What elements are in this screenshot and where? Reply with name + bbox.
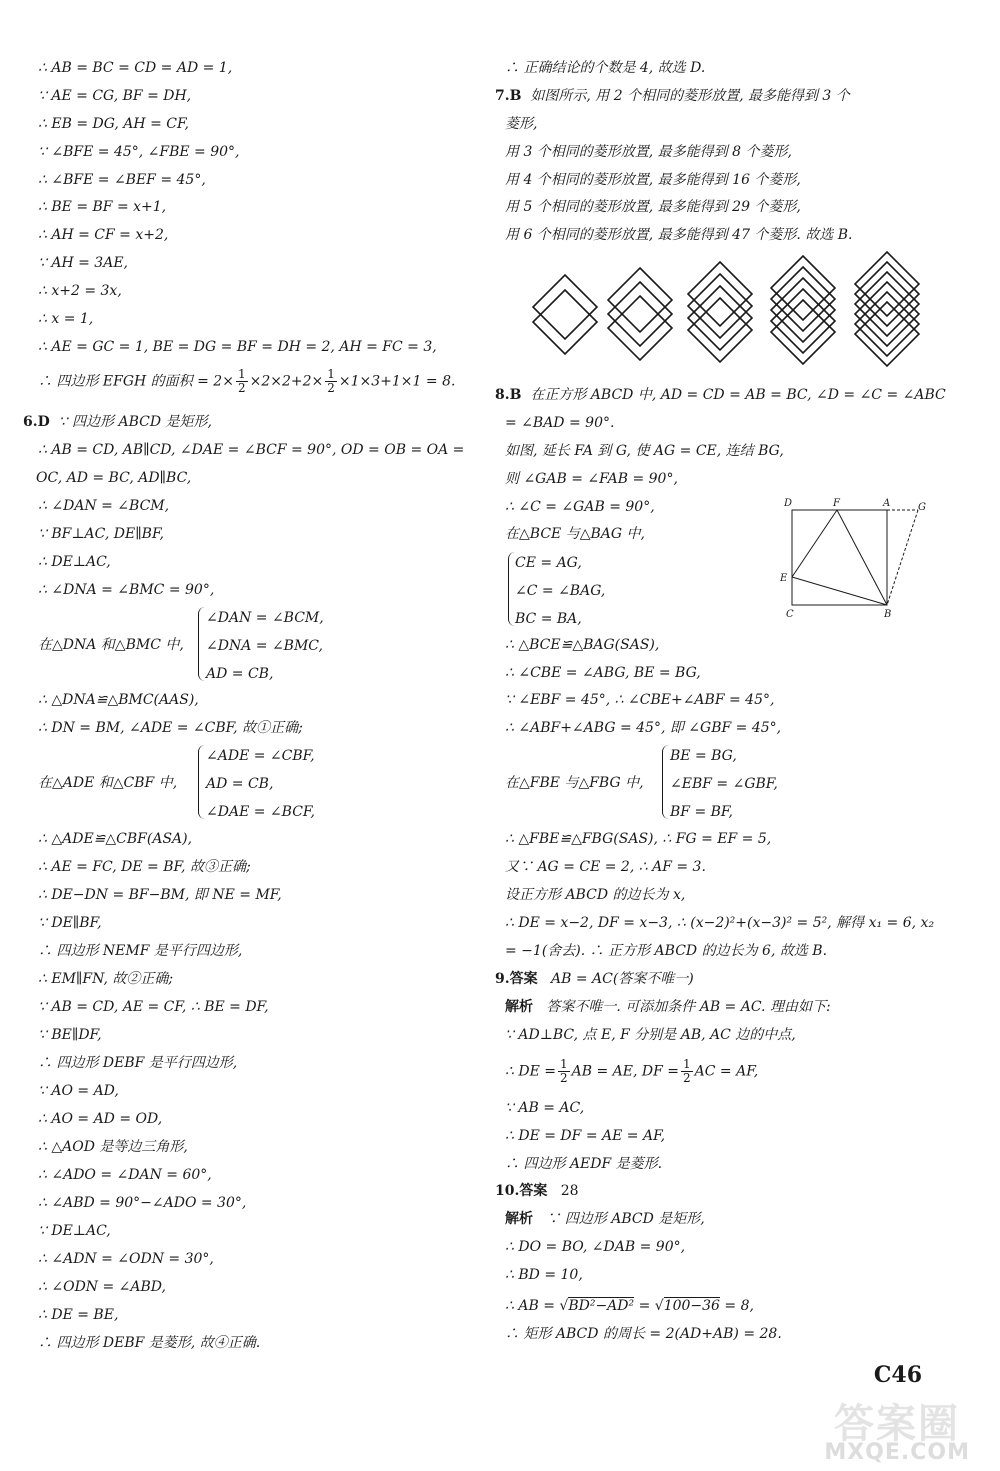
rhombus-group-6 <box>855 252 919 366</box>
text-line: 在△BCE 与△BAG 中, <box>505 526 645 542</box>
text-line: 用 6 个相同的菱形放置, 最多能得到 47 个菱形. 故选 B. <box>505 227 853 243</box>
left-brace <box>198 607 205 681</box>
text-line: 在△DNA 和△BMC 中, <box>38 637 184 653</box>
text-line: ∴ AE = FC, DE = BF, 故③正确; <box>38 859 251 875</box>
text-line: ∴ ∠ADO = ∠DAN = 60°, <box>38 1167 212 1183</box>
text-line: ∴ DO = BO, ∠DAB = 90°, <box>505 1239 686 1255</box>
text-segment: ∴ 四边形 EFGH 的面积 = 2× <box>38 373 234 390</box>
rhombus-group-5 <box>771 256 835 364</box>
text-line: ∴ x+2 = 3x, <box>38 283 122 299</box>
segment-fe <box>792 510 837 577</box>
answer-text: 28 <box>560 1183 579 1199</box>
text-line: = −1(舍去). ∴ 正方形 ABCD 的边长为 6, 故选 B. <box>505 943 828 959</box>
text-line: 在△ADE 和△CBF 中, <box>38 775 178 791</box>
text-segment: 答案不唯一. 可添加条件 AB = AC. 理由如下: <box>546 999 831 1015</box>
text-segment: ×2×2+2× <box>249 373 324 390</box>
question-8-line <box>495 385 946 405</box>
text-line: ∴ △FBE≌△FBG(SAS), ∴ FG = EF = 5, <box>505 831 772 847</box>
equation-system <box>206 742 315 826</box>
system-row: BE = BG, <box>670 748 737 764</box>
text-line: ∴ 四边形 NEMF 是平行四边形, <box>38 943 243 959</box>
left-brace <box>508 552 515 626</box>
text-line: ∴ DE = x−2, DF = x−3, ∴ (x−2)²+(x−3)² = 5², 解得 x₁ = 6, x₂ <box>505 915 935 931</box>
fraction-half: $\frac{1}{2}$ <box>237 367 246 395</box>
text-line: ∴ x = 1, <box>38 311 94 327</box>
question-10-answer <box>495 1181 579 1201</box>
label-g: G <box>918 502 926 513</box>
text-line: ∴ AB = CD, AB∥CD, ∠DAE = ∠BCF = 90°, OD = OB = OA = <box>38 442 465 458</box>
text-line: 菱形, <box>505 116 538 132</box>
system-row: AD = CB, <box>206 666 274 682</box>
equation-system <box>670 742 778 826</box>
text-line: ∴ △AOD 是等边三角形, <box>38 1139 188 1155</box>
text-line: ∴ AH = CF = x+2, <box>38 227 169 243</box>
text-line: ∴ 正确结论的个数是 4, 故选 D. <box>505 60 706 76</box>
system-row: ∠ADE = ∠CBF, <box>206 748 315 764</box>
text-segment: = <box>638 1298 651 1314</box>
question-10-analysis <box>505 1209 705 1229</box>
system-row: BF = BF, <box>670 804 733 820</box>
text-line: ∴ DE = DF = AE = AF, <box>505 1128 666 1144</box>
text-line: ∵ AB = CD, AE = CF, ∴ BE = DF, <box>38 999 269 1015</box>
system-row: ∠C = ∠BAG, <box>515 583 606 599</box>
text-line: ∴ 四边形 DEBF 是平行四边形, <box>38 1055 238 1071</box>
text-line: ∵ ∠BFE = 45°, ∠FBE = 90°, <box>38 144 240 160</box>
question-number: 7.B <box>495 88 522 104</box>
label-d: D <box>784 498 793 509</box>
sqrt-symbol: √ <box>559 1298 569 1314</box>
question-6-line <box>23 412 212 432</box>
text-segment: AC = AF, <box>694 1063 759 1080</box>
text-line: ∵ AD⊥BC, 点 E, F 分别是 AB, AC 边的中点, <box>505 1027 796 1043</box>
text-line: ∵ BF⊥AC, DE∥BF, <box>38 526 164 542</box>
analysis-label: 解析 <box>505 999 533 1015</box>
text-line: ∴ ∠DAN = ∠BCM, <box>38 498 170 514</box>
text-line: ∴ DN = BM, ∠ADE = ∠CBF, 故①正确; <box>38 720 303 736</box>
text-line: ∴ 四边形 AEDF 是菱形. <box>505 1156 663 1172</box>
text-line: ∴ △BCE≌△BAG(SAS), <box>505 637 660 653</box>
text-line: ∴ ∠DNA = ∠BMC = 90°, <box>38 582 215 598</box>
system-row: BC = BA, <box>515 611 582 627</box>
text-line: ∴ AB = BC = CD = AD = 1, <box>38 60 233 76</box>
area-formula-line <box>38 368 455 395</box>
text-line: ∵ BE∥DF, <box>38 1027 102 1043</box>
text-segment: ∴ DE = <box>505 1063 556 1080</box>
text-line: 用 5 个相同的菱形放置, 最多能得到 29 个菱形, <box>505 199 801 215</box>
text-line: ∵ ∠EBF = 45°, ∴ ∠CBE+∠ABF = 45°, <box>505 692 775 708</box>
question-7-line <box>495 86 850 106</box>
text-line: ∴ △ADE≌△CBF(ASA), <box>38 831 193 847</box>
text-line: ∵ AB = AC, <box>505 1100 585 1116</box>
label-e: E <box>780 573 788 584</box>
text-line: ∴ ∠CBE = ∠ABG, BE = BG, <box>505 665 701 681</box>
segment-gb <box>887 510 918 605</box>
text-line: ∴ BE = BF = x+1, <box>38 199 167 215</box>
text-line: ∵ AH = 3AE, <box>38 255 128 271</box>
text-line: 用 4 个相同的菱形放置, 最多能得到 16 个菱形, <box>505 172 801 188</box>
question-9-analysis <box>505 997 831 1017</box>
text-line: ∴ AE = GC = 1, BE = DG = BF = DH = 2, AH = FC = 3, <box>38 339 437 355</box>
left-brace <box>662 745 669 819</box>
left-brace <box>198 745 205 819</box>
text-segment: ∴ AB = <box>505 1298 555 1314</box>
text-segment: AB = AE, DF = <box>571 1063 680 1080</box>
analysis-label: 解析 <box>505 1211 533 1227</box>
question-number: 6.D <box>23 414 50 430</box>
system-row: ∠EBF = ∠GBF, <box>670 776 778 792</box>
system-row: ∠DNA = ∠BMC, <box>206 638 323 654</box>
text-line: ∴ ∠ABD = 90°−∠ADO = 30°, <box>38 1195 247 1211</box>
midpoint-formula-line <box>505 1058 758 1085</box>
text-line: 又∵ AG = CE = 2, ∴ AF = 3. <box>505 859 706 875</box>
segment-fb <box>837 510 887 605</box>
label-a: A <box>883 498 891 509</box>
text-line: ∴ DE−DN = BF−BM, 即 NE = MF, <box>38 887 282 903</box>
rhombus-group-2 <box>533 275 597 354</box>
text-line: OC, AD = BC, AD∥BC, <box>36 470 192 486</box>
text-line: 如图, 延长 FA 到 G, 使 AG = CE, 连结 BG, <box>505 443 784 459</box>
text-line: ∴ EB = DG, AH = CF, <box>38 116 189 132</box>
rhombus-group-3 <box>608 268 672 360</box>
sqrt-formula-line <box>505 1296 754 1316</box>
fraction-half: $\frac{1}{2}$ <box>327 367 335 395</box>
text-line: ∵ DE∥BF, <box>38 915 102 931</box>
text-line: ∴ EM∥FN, 故②正确; <box>38 971 174 987</box>
text-segment: ∵ 四边形 ABCD 是矩形, <box>546 1211 705 1227</box>
text-line: ∴ △DNA≌△BMC(AAS), <box>38 692 199 708</box>
text-line: ∴ 矩形 ABCD 的周长 = 2(AD+AB) = 28. <box>505 1326 782 1342</box>
label-f: F <box>833 498 840 509</box>
equation-system <box>206 604 324 688</box>
system-row: ∠DAN = ∠BCM, <box>206 610 324 626</box>
text-line: = ∠BAD = 90°. <box>505 415 615 431</box>
sqrt-symbol: √ <box>654 1298 664 1314</box>
text-line: ∴ ∠ODN = ∠ABD, <box>38 1279 166 1295</box>
text-segment: = 8, <box>724 1298 754 1314</box>
text-line: ∴ DE⊥AC, <box>38 554 111 570</box>
radicand: BD²−AD² <box>568 1298 635 1314</box>
question-number: 8.B <box>495 387 522 403</box>
label-b: B <box>884 609 892 620</box>
text-line: 在△FBE 与△FBG 中, <box>505 775 644 791</box>
text-line: ∴ ∠C = ∠GAB = 90°, <box>505 499 655 515</box>
rhombus-group-4 <box>688 262 752 362</box>
fraction-half: $\frac{1}{2}$ <box>559 1057 568 1085</box>
label-c: C <box>786 609 794 620</box>
text-line: ∴ AO = AD = OD, <box>38 1111 163 1127</box>
question-9-answer <box>495 969 694 989</box>
system-row: CE = AG, <box>515 555 582 571</box>
watermark-url: MXQE.COM <box>824 1440 970 1465</box>
text-segment: ×1×3+1×1 = 8. <box>338 373 456 390</box>
system-row: AD = CB, <box>206 776 274 792</box>
radicand: 100−36 <box>663 1298 720 1314</box>
text-line: ∴ BD = 10, <box>505 1267 583 1283</box>
segment-eb <box>792 577 887 605</box>
text-line: 设正方形 ABCD 的边长为 x, <box>505 887 686 903</box>
text-line: ∵ AO = AD, <box>38 1083 119 1099</box>
equation-system <box>515 549 605 633</box>
question-number: 9.答案 <box>495 971 538 987</box>
text-line: ∴ ∠ABF+∠ABG = 45°, 即 ∠GBF = 45°, <box>505 720 782 736</box>
text-line: 用 3 个相同的菱形放置, 最多能得到 8 个菱形, <box>505 144 792 160</box>
text-line: ∴ DE = BE, <box>38 1307 119 1323</box>
page-number: C46 <box>873 1362 922 1388</box>
text-line: ∵ AE = CG, BF = DH, <box>38 88 192 104</box>
text-line: ∴ 四边形 DEBF 是菱形, 故④正确. <box>38 1335 261 1351</box>
fraction-half: $\frac{1}{2}$ <box>683 1057 691 1085</box>
square-geometry-figure <box>780 495 930 625</box>
text-segment: 如图所示, 用 2 个相同的菱形放置, 最多能得到 3 个 <box>530 88 850 104</box>
answer-text: AB = AC(答案不唯一) <box>550 971 694 987</box>
text-line: ∴ ∠ADN = ∠ODN = 30°, <box>38 1251 214 1267</box>
rhombus-figures <box>515 250 935 380</box>
text-segment: 在正方形 ABCD 中, AD = CD = AB = BC, ∠D = ∠C = ∠ABC <box>530 387 946 403</box>
text-line: 则 ∠GAB = ∠FAB = 90°, <box>505 471 678 487</box>
text-line: ∵ DE⊥AC, <box>38 1223 111 1239</box>
question-number: 10.答案 <box>495 1183 548 1199</box>
system-row: ∠DAE = ∠BCF, <box>206 804 315 820</box>
watermark-logo: 答案圈 <box>834 1401 960 1447</box>
text-line: ∴ ∠BFE = ∠BEF = 45°, <box>38 172 206 188</box>
text-segment: ∵ 四边形 ABCD 是矩形, <box>58 414 212 430</box>
